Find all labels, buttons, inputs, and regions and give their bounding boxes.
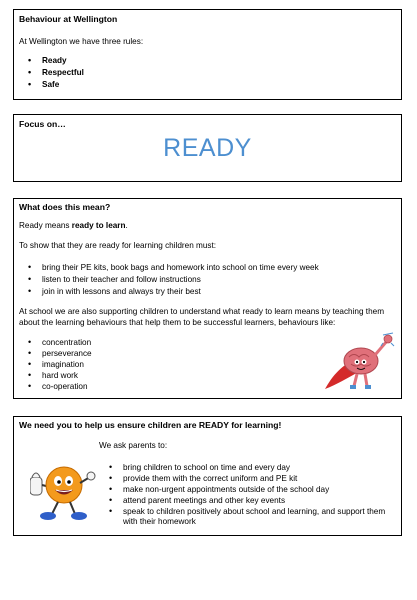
- must-list: [19, 263, 319, 299]
- ready-means-prefix: Ready means: [19, 221, 72, 230]
- ask-parents-intro: We ask parents to:: [99, 441, 168, 450]
- list-item: • attend parent meetings and other key events: [100, 496, 385, 507]
- ready-means-bold: ready to learn: [71, 221, 126, 230]
- list-item: • imagination: [19, 360, 92, 371]
- superhero-brain-illustration: [317, 331, 395, 395]
- supporting-text-line1: At school we are also supporting children to understand what ready to learn means by teaching them: [19, 307, 385, 316]
- show-ready-intro: To show that they are ready for learning children must:: [19, 241, 217, 250]
- ready-means-text: [19, 221, 128, 230]
- rule-item: • Respectful: [19, 68, 84, 80]
- ready-heading: READY: [163, 134, 252, 162]
- section-behaviour: [13, 9, 402, 100]
- supporting-text-line2: about the learning behaviours that help them to be successful learners, behaviours like:: [19, 318, 336, 327]
- list-item: • make non-urgent appointments outside of the school day: [100, 485, 385, 496]
- section-parents: [13, 416, 402, 536]
- section-focus-title: Focus on…: [19, 119, 66, 129]
- list-item: • join in with lessons and always try their best: [19, 287, 319, 299]
- list-item: • perseverance: [19, 349, 92, 360]
- ball-character-illustration: [30, 457, 98, 523]
- parents-list: [100, 463, 385, 518]
- section-behaviour-title: Behaviour at Wellington: [19, 14, 118, 24]
- section-parents-title: We need you to help us ensure children are READY for learning!: [19, 420, 282, 430]
- parents-list-continuation: with their homework: [123, 517, 196, 526]
- section-meaning: [13, 198, 402, 399]
- list-item: • hard work: [19, 371, 92, 382]
- list-item: • provide them with the correct uniform and PE kit: [100, 474, 385, 485]
- list-item: • listen to their teacher and follow instructions: [19, 275, 319, 287]
- section-focus: [13, 114, 402, 182]
- list-item: • bring children to school on time and every day: [100, 463, 385, 474]
- rule-item: • Safe: [19, 80, 84, 92]
- behaviours-list: [19, 338, 92, 393]
- section-meaning-title: What does this mean?: [19, 202, 111, 212]
- list-item: • speak to children positively about school and learning, and support them: [100, 507, 385, 518]
- list-item: • concentration: [19, 338, 92, 349]
- list-item: • bring their PE kits, book bags and homework into school on time every week: [19, 263, 319, 275]
- rules-list: [19, 56, 84, 92]
- rules-intro: At Wellington we have three rules:: [19, 37, 144, 46]
- ready-means-suffix: .: [125, 221, 128, 230]
- list-item: • co-operation: [19, 382, 92, 393]
- rule-item: • Ready: [19, 56, 84, 68]
